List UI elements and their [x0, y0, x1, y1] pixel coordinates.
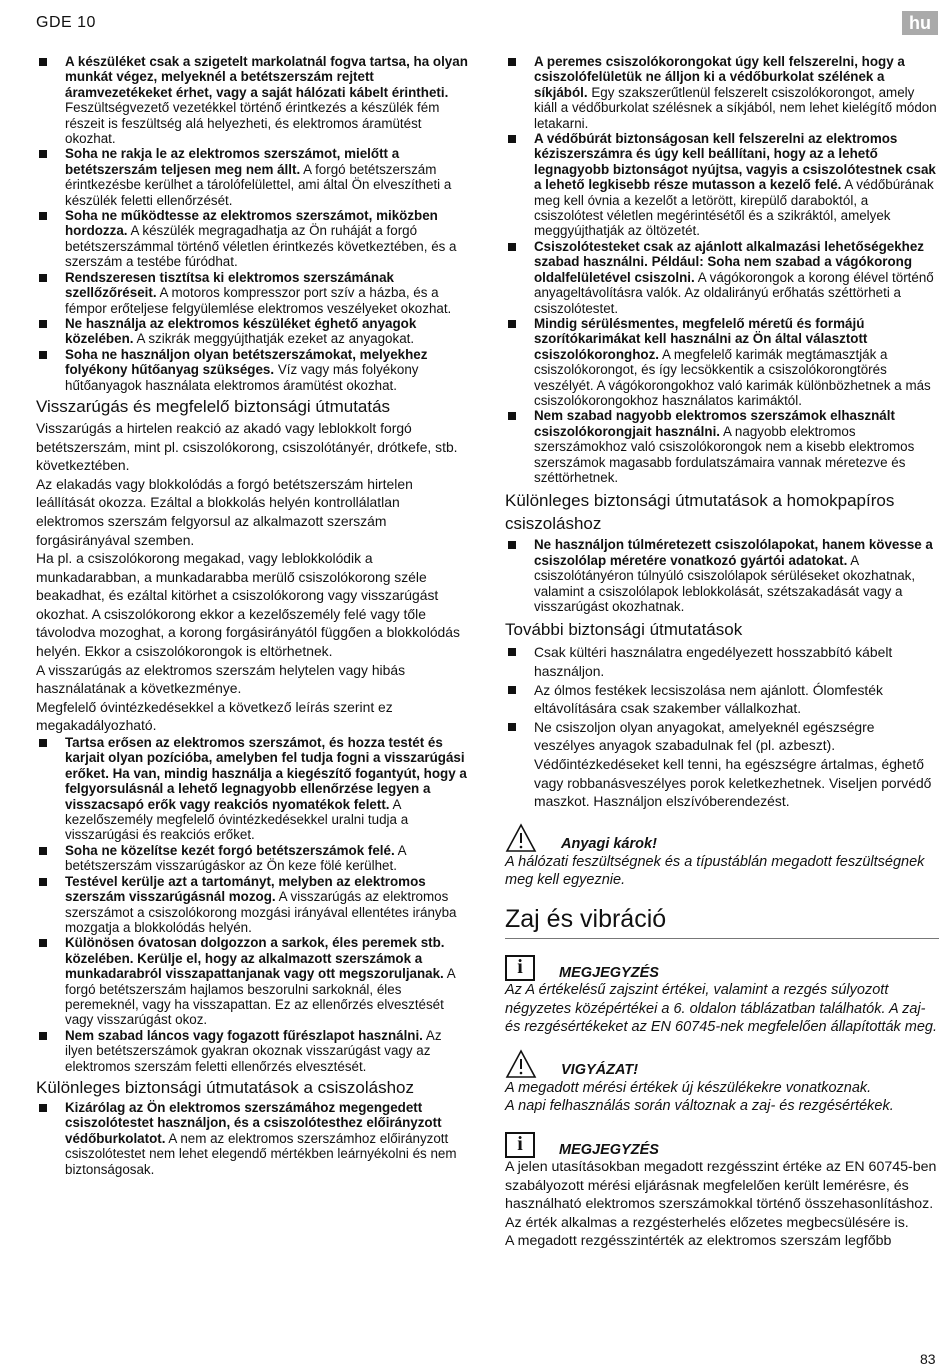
paragraph: A jelen utasításokban megadott rezgésszint értéke az EN 60745-ben szabályozott mérési eljárásnak megfelelően került lemérésre, és használható elektromos szerszámokkal történő összehasonlításhoz. Az érték alkalmas a rezgésterhelés előzetes megbecsülésére is.	[505, 1158, 937, 1231]
notice-body: A hálózati feszültségnek és a típustáblán megadott feszültségnek meg kell egyeznie.	[505, 853, 925, 889]
info-icon: i	[505, 955, 535, 981]
section-heading-kickback: Visszarúgás és megfelelő biztonsági útmutatás	[36, 396, 391, 416]
grinding-bullet: Csiszolótesteket csak az ajánlott alkalmazási lehetőségekhez szabad használni. Például: Soha nem szabad a vágókorong oldalfelületével csiszolni. A vágókorongok a korong élével történő anyageltávolításra valók. Az oldalirányú erőhatás széttörheti a csiszolótestet.	[505, 239, 939, 316]
notice-body: A napi felhasználás során változnak a zaj- és rezgésértékek.	[505, 1098, 894, 1115]
warning-triangle-icon	[505, 823, 537, 853]
right-column	[505, 54, 939, 1251]
kickback-bullet: Testével kerülje azt a tartományt, melyben az elektromos szerszám visszarúgásnál mozog. A visszarúgás az elektromos szerszámot a csiszolókorong mozgási irányával ellentétes irányba mozgatja a blokkolódás helyén.	[36, 874, 470, 936]
paragraph: A visszarúgás az elektromos szerszám helytelen vagy hibás használatának a következménye.	[36, 661, 406, 697]
notice-title: MEGJEGYZÉS	[559, 964, 659, 981]
further-bullet: Ne csiszoljon olyan anyagokat, amelyeknél egészségre veszélyes anyagok szabadulnak fel (pl. azbeszt). Védőintézkedéseket kell tenni, ha egészségre ártalmas, éghető vagy robbanásveszélyes porok keletkezhetnek. Viseljen porvédő maszkot. Használjon elszívóberendezést.	[505, 718, 939, 811]
page-header-title: GDE 10	[36, 14, 96, 31]
note-notice	[505, 1124, 939, 1251]
further-bullet: Az ólmos festékek lecsiszolása nem ajánlott. Ólomfesték eltávolítására csak szakember vállalkozhat.	[505, 681, 939, 718]
section-heading-sandpaper: Különleges biztonsági útmutatások a homokpapíros csiszoláshoz	[505, 491, 895, 534]
grinding-bullet: Kizárólag az Ön elektromos szerszámához megengedett csiszolótestet használjon, és a csiszolótesthez előirányzott védőburkolatot. A nem az elektromos szerszámhoz előirányzott csiszolótestet nem lehet elegendő mértékben leárnyékolni és nem biztonságosak.	[36, 1100, 470, 1177]
grinding-bullet: A védőbúrát biztonságosan kell felszerelni az elektromos kéziszerszámra és úgy kell beállítani, hogy az a lehető legnagyobb biztonságot nyújtsa, vagyis a csiszolótestnek csak a lehető legkisebb része mutasson a kezelő felé. A védőbúrának meg kell óvnia a kezelőt a letörött, kirepülő daraboktól, a csiszolótest véletlen megérintésétől és a szikráktól, amelyek meggyújthatják az öltözetét.	[505, 131, 939, 239]
notice-title: VIGYÁZAT!	[561, 1062, 639, 1079]
kickback-bullet: Különösen óvatosan dolgozzon a sarkok, éles peremek stb. közelében. Kerülje el, hogy az alkalmazott szerszámok a munkadarabról visszapattanjanak vagy ott megszoruljanak. A forgó betétszerszám hajlamos beszorulni sarkoknál, éles peremeknél, vagy ha visszapattan. Ez az ellenőrzés elvesztését vagy visszarúgást okoz.	[36, 935, 470, 1027]
safety-bullet: Ne használja az elektromos készüléket éghető anyagok közelében. A szikrák meggyújthatják ezeket az anyagokat.	[36, 316, 470, 347]
note-notice	[505, 947, 939, 1037]
further-bullet: Csak kültéri használatra engedélyezett hosszabbító kábelt használjon.	[505, 643, 939, 680]
grinding-bullet: A peremes csiszolókorongokat úgy kell felszerelni, hogy a csiszolófelületük ne álljon ki a védőburkolat szélének a síkjából. Egy szakszerűtlenül felszerelt csiszolókorongot, amely kiáll a védőburkolat szélésnek a síkjából, nem lehet kielégítő módon letakarni.	[505, 54, 939, 131]
section-heading-noise: Zaj és vibráció	[505, 904, 939, 939]
grinding-bullet: Nem szabad nagyobb elektromos szerszámok elhasznált csiszolókorongjait használni. A nagyobb elektromos szerszámokhoz való csiszolókorongok nem a kisebb elektromos szerszámok magasabb fordulatszámaira vannak méretezve és széttörhetnek.	[505, 408, 939, 485]
warning-triangle-icon	[505, 1049, 537, 1079]
sandpaper-bullet: Ne használjon túlméretezett csiszolólapokat, hanem kövesse a csiszolólap méretére vonatkozó gyártói adatokat. A csiszolótányéron túlnyúló csiszolólapok sérüléseket okozhatnak, valamint a csiszolólapok leblokkolását, szétszakadását vagy a visszarúgást okozhatnak.	[505, 537, 939, 614]
kickback-bullet: Tartsa erősen az elektromos szerszámot, és hozza testét és karjait olyan pozícióba, amelyben fel tudja fogni a visszarúgási erőket. Ha van, mindig használja a kiegészítő fogantyút, hogy a felgyorsulásnál a lehető legnagyobb ellenőrzése legyen a visszacsapó erők vagy reakciós nyomatékok felett. A kezelőszemély megfelelő óvintézkedésekkel uralni tudja a visszarúgási és reakciós erőket.	[36, 735, 470, 843]
material-damage-notice	[505, 819, 939, 890]
paragraph: Megfelelő óvintézkedésekkel a következő leírás szerint ez megakadályozható.	[36, 698, 393, 734]
page-number: 83	[920, 1351, 936, 1367]
paragraph: Visszarúgás a hirtelen reakció az akadó vagy leblokkolt forgó betétszerszám, mint pl. csiszolókorong, csiszolótányér, drótkefe, stb. következtében.	[36, 419, 458, 474]
info-icon: i	[505, 1132, 535, 1158]
caution-notice	[505, 1045, 939, 1116]
left-column	[36, 54, 470, 1177]
safety-bullet: Rendszeresen tisztítsa ki elektromos szerszámának szellőzőréseit. A motoros kompresszor port szív a házba, és a fémpor erőteljese felgyülemlése elektromos veszélyeket okozhat.	[36, 270, 470, 316]
language-badge: hu	[902, 11, 938, 35]
notice-body: A megadott mérési értékek új készülékekre vonatkoznak.	[505, 1079, 872, 1096]
safety-bullet: Soha ne használjon olyan betétszerszámokat, melyekhez folyékony hűtőanyag szükséges. Víz vagy más folyékony hűtőanyagok használata elektromos áramütést okozhat.	[36, 347, 470, 393]
safety-bullet: Soha ne működtesse az elektromos szerszámot, miközben hordozza. A készülék megragadhatja az Ön ruháját a forgó betétszerszámmal történő véletlen érintkezés következtében, és a szerszám a testébe fúródhat.	[36, 208, 470, 270]
paragraph: Ha pl. a csiszolókorong megakad, vagy leblokkolódik a munkadarabban, a munkadarabba merülő csiszolókorong széle beakadhat, és ezáltal kitörhet a csiszolókorong vagy visszarúgást okozhat. A csiszolókorong ekkor a kezelőszemély felé vagy tőle távolodva mozoghat, a korong forgásirányától függően a blokkolódás helyén. Ekkor a csiszolókorongok is eltörhetnek.	[36, 550, 460, 660]
safety-bullet: A készüléket csak a szigetelt markolatnál fogva tartsa, ha olyan munkát végez, melyeknél a betétszerszám rejtett áramvezetékeket érhet, vagy a saját hálózati kábelt érintheti. Feszültségvezető vezetékkel történő érintkezés a készülék fém részeit is feszültség alá helyezheti, és elektromos áramütést okozhat.	[36, 54, 470, 146]
section-heading-grinding: Különleges biztonsági útmutatások a csiszoláshoz	[36, 1077, 414, 1097]
section-heading-further: További biztonsági útmutatások	[505, 620, 743, 640]
notice-body: Az A értékelésű zajszint értékei, valamint a rezgés súlyozott négyzetes középértékei a 6. oldalon táblázatban találhatók. A zaj- és rezgésértékeket az EN 60745-nek megfelelően állapították meg.	[505, 981, 938, 1036]
safety-bullet: Soha ne rakja le az elektromos szerszámot, mielőtt a betétszerszám teljesen meg nem állt. A forgó betétszerszám érintkezésbe kerülhet a tárolófelülettel, ami által Ön elveszítheti a készülék feletti ellenőrzését.	[36, 146, 470, 208]
grinding-bullet: Mindig sérülésmentes, megfelelő méretű és formájú szorítókarimákat kell használni az Ön által választott csiszolókoronghoz. A megfelelő karimák megtámasztják a csiszolókorongot, és így lecsökkentik a csiszolókorongtörés veszélyét. A vágókorongokhoz való karimák különbözhetnek a más csiszolókorongokhoz használatos karimáktól.	[505, 316, 939, 408]
kickback-bullet: Nem szabad láncos vagy fogazott fűrészlapot használni. Az ilyen betétszerszámok gyakran okoznak visszarúgást vagy az elektromos szerszám feletti ellenőrzés elvesztését.	[36, 1028, 470, 1074]
notice-title: Anyagi károk!	[561, 836, 657, 853]
paragraph: A megadott rezgésszintérték az elektromos szerszám legfőbb	[505, 1233, 892, 1250]
paragraph: Az elakadás vagy blokkolódás a forgó betétszerszám hirtelen leállítását okozza. Ezáltal a blokkolás helyén kontrollálatlan elektromos szerszám felgyorsul az alkalmazott szerszám forgásirányával szemben.	[36, 475, 413, 548]
kickback-bullet: Soha ne közelítse kezét forgó betétszerszámok felé. A betétszerszám visszarúgáskor az Ön keze fölé kerülhet.	[36, 843, 470, 874]
notice-title: MEGJEGYZÉS	[559, 1141, 659, 1158]
